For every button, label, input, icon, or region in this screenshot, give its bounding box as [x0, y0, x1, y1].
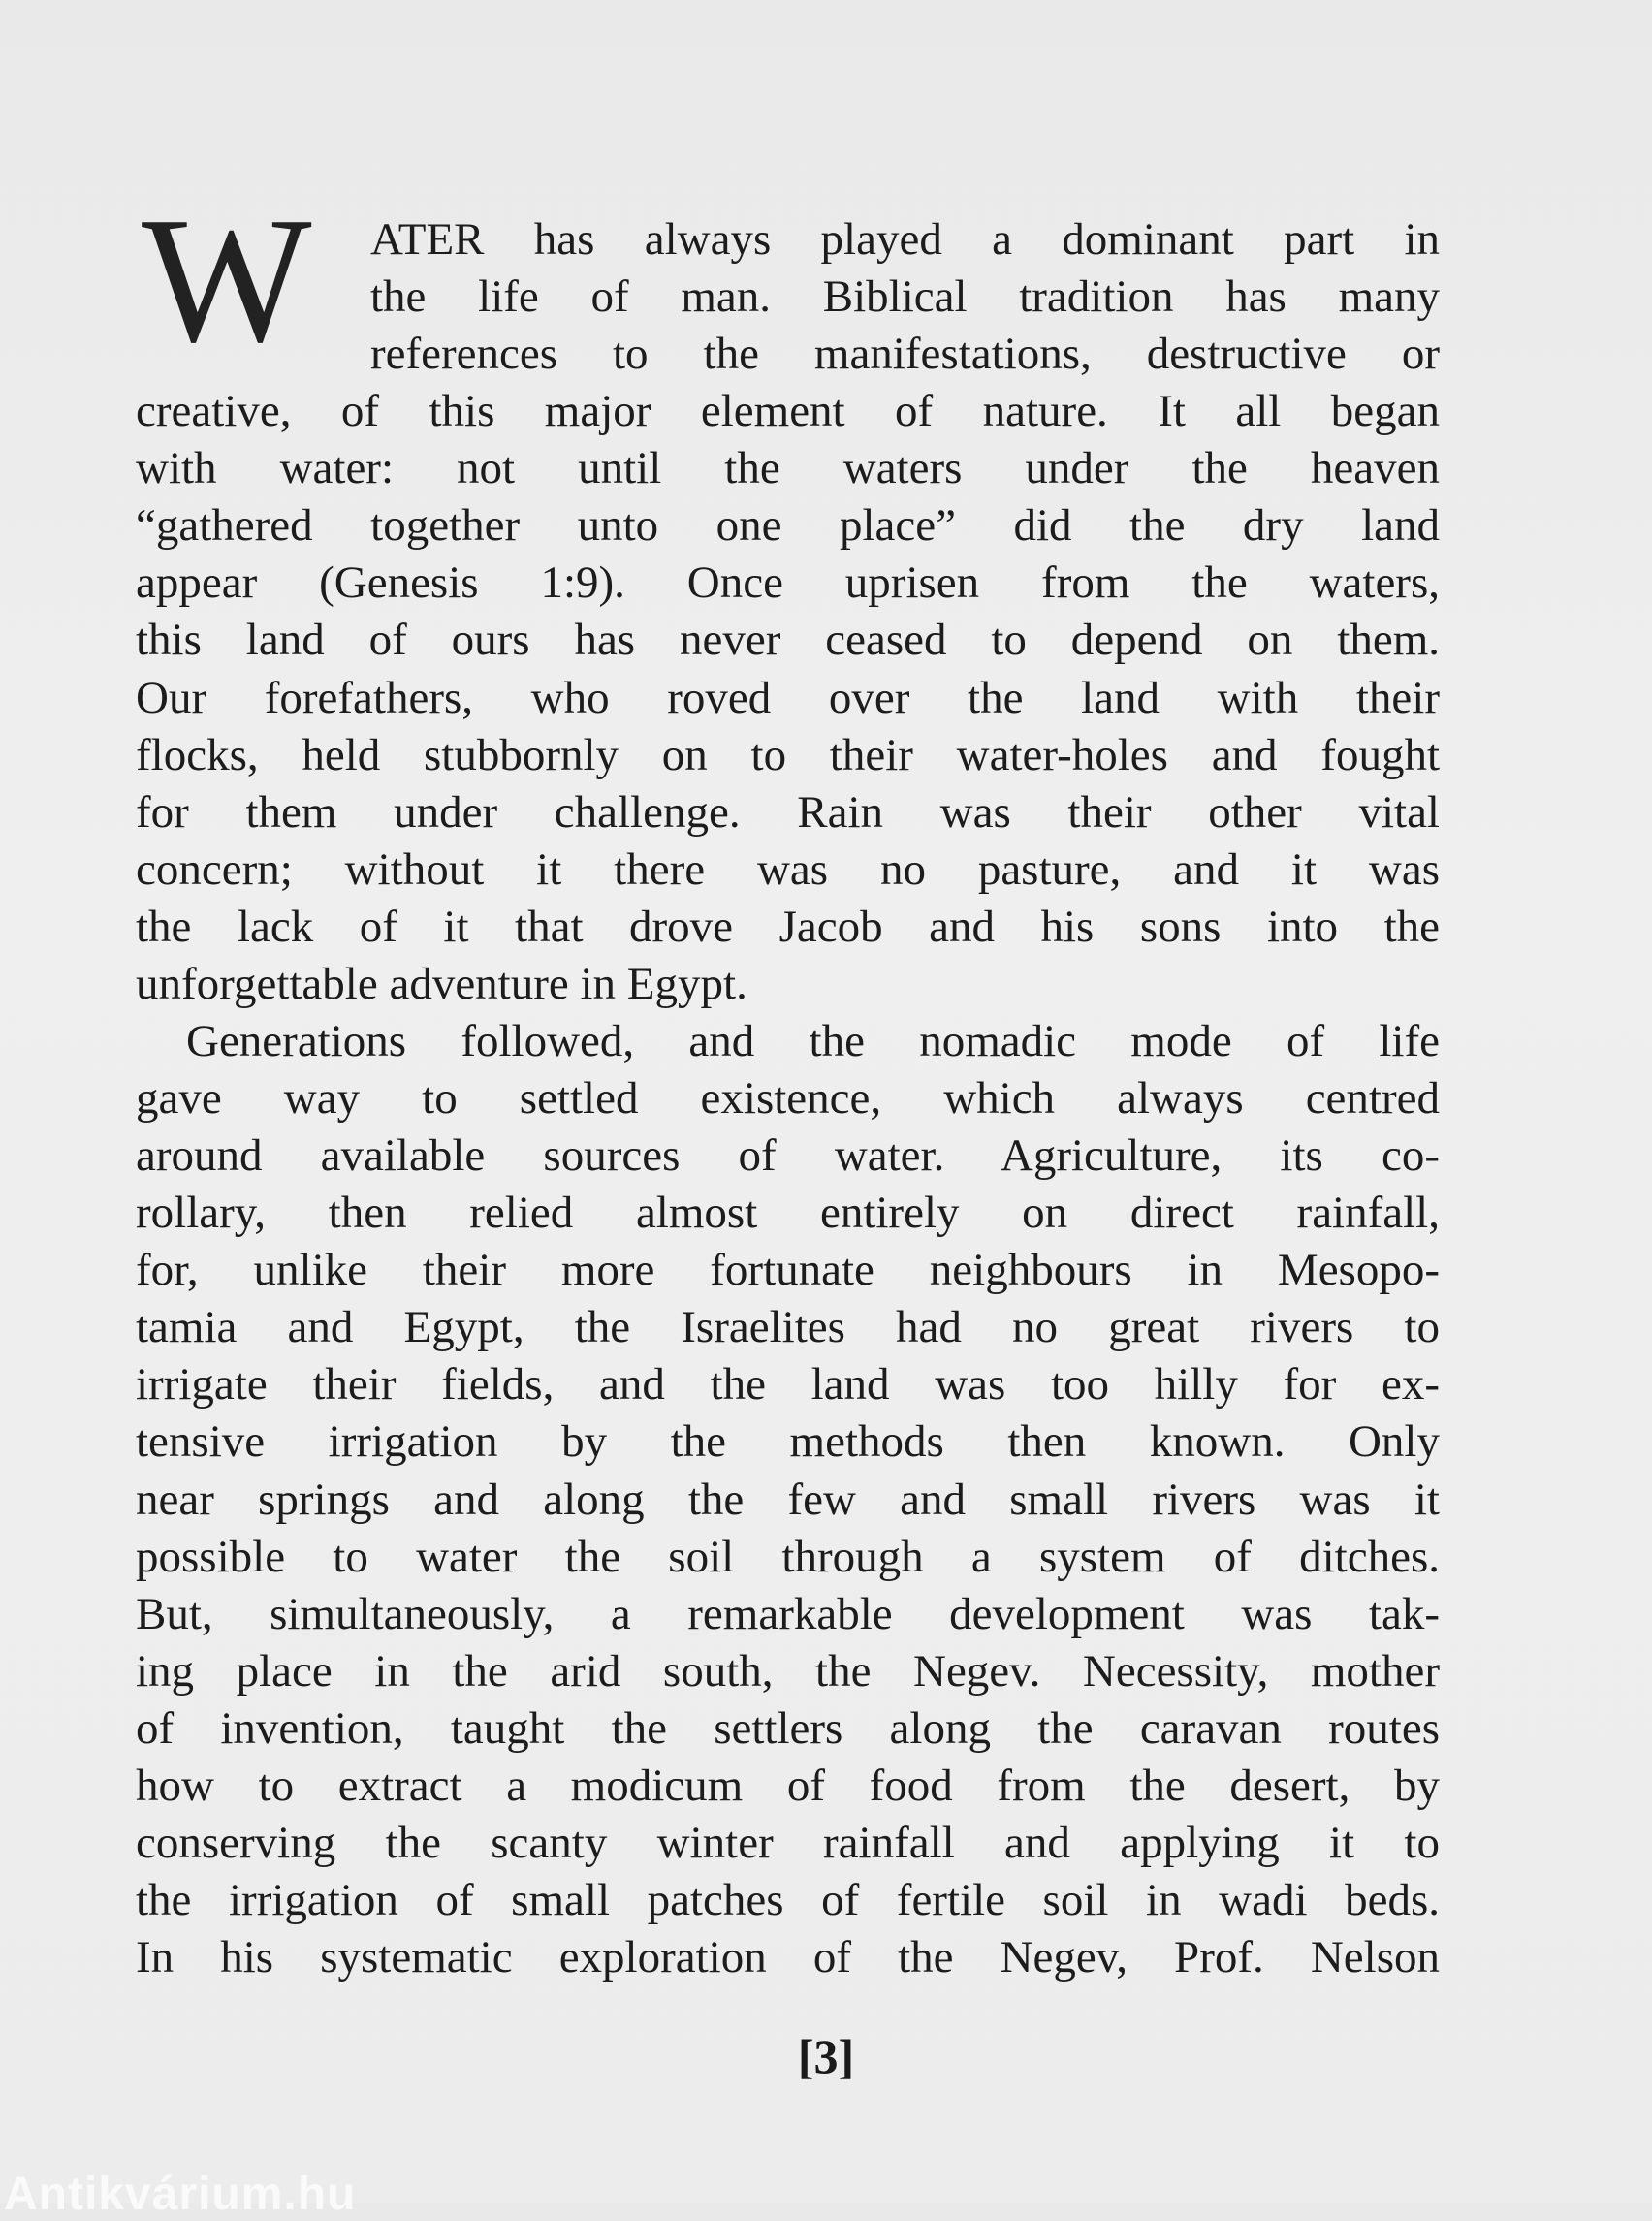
text-line: In his systematic exploration of the Negev, Prof. Nelson — [136, 1932, 1440, 1983]
text-line: creative, of this major element of nature. It all began — [136, 386, 1440, 437]
text-line: the life of man. Biblical tradition has many — [370, 271, 1440, 323]
text-line: with water: not until the waters under the heaven — [136, 443, 1440, 494]
text-line: concern; without it there was no pasture, and it was — [136, 843, 1440, 895]
text-line: how to extract a modicum of food from the desert, by — [136, 1760, 1440, 1811]
text-line: the lack of it that drove Jacob and his sons into the — [136, 901, 1440, 952]
text-line: “gathered together unto one place” did the dry land — [136, 500, 1440, 552]
text-line: conserving the scanty winter rainfall and applying it to — [136, 1817, 1440, 1868]
text-line: flocks, held stubbornly on to their water-holes and fought — [136, 729, 1440, 780]
text-line: tensive irrigation by the methods then known. Only — [136, 1416, 1440, 1468]
text-line: irrigate their fields, and the land was too hilly for ex- — [136, 1359, 1440, 1411]
text-line: gave way to settled existence, which always centred — [136, 1073, 1440, 1125]
text-line: of invention, taught the settlers along the caravan routes — [136, 1702, 1440, 1754]
text-line: references to the manifestations, destructive or — [370, 329, 1440, 380]
drop-cap: W — [142, 180, 312, 380]
text-line: for them under challenge. Rain was their other vital — [136, 786, 1440, 838]
text-line: the irrigation of small patches of fertile soil in wadi beds. — [136, 1875, 1440, 1926]
text-line: Generations followed, and the nomadic mode of life — [186, 1015, 1440, 1066]
text-line: ATER has always played a dominant part in — [370, 214, 1440, 265]
text-line: Our forefathers, who roved over the land with their — [136, 672, 1440, 723]
watermark: Antikvárium.hu — [4, 2169, 357, 2220]
text-line: possible to water the soil through a system of ditches. — [136, 1531, 1440, 1582]
text-line: tamia and Egypt, the Israelites had no great rivers to — [136, 1302, 1440, 1353]
page-number: [3] — [797, 2029, 855, 2083]
text-line: near springs and along the few and small rivers was it — [136, 1474, 1440, 1525]
text-line: rollary, then relied almost entirely on direct rainfall, — [136, 1188, 1440, 1239]
text-line: unforgettable adventure in Egypt. — [136, 958, 747, 1009]
text-line: this land of ours has never ceased to depend on them. — [136, 615, 1440, 666]
text-line: ing place in the arid south, the Negev. Necessity, mother — [136, 1645, 1440, 1697]
text-line: appear (Genesis 1:9). Once uprisen from the waters, — [136, 557, 1440, 609]
text-line: around available sources of water. Agriculture, its co- — [136, 1130, 1440, 1182]
text-line: for, unlike their more fortunate neighbours in Mesopo- — [136, 1245, 1440, 1296]
text-line: But, simultaneously, a remarkable development was tak- — [136, 1588, 1440, 1639]
